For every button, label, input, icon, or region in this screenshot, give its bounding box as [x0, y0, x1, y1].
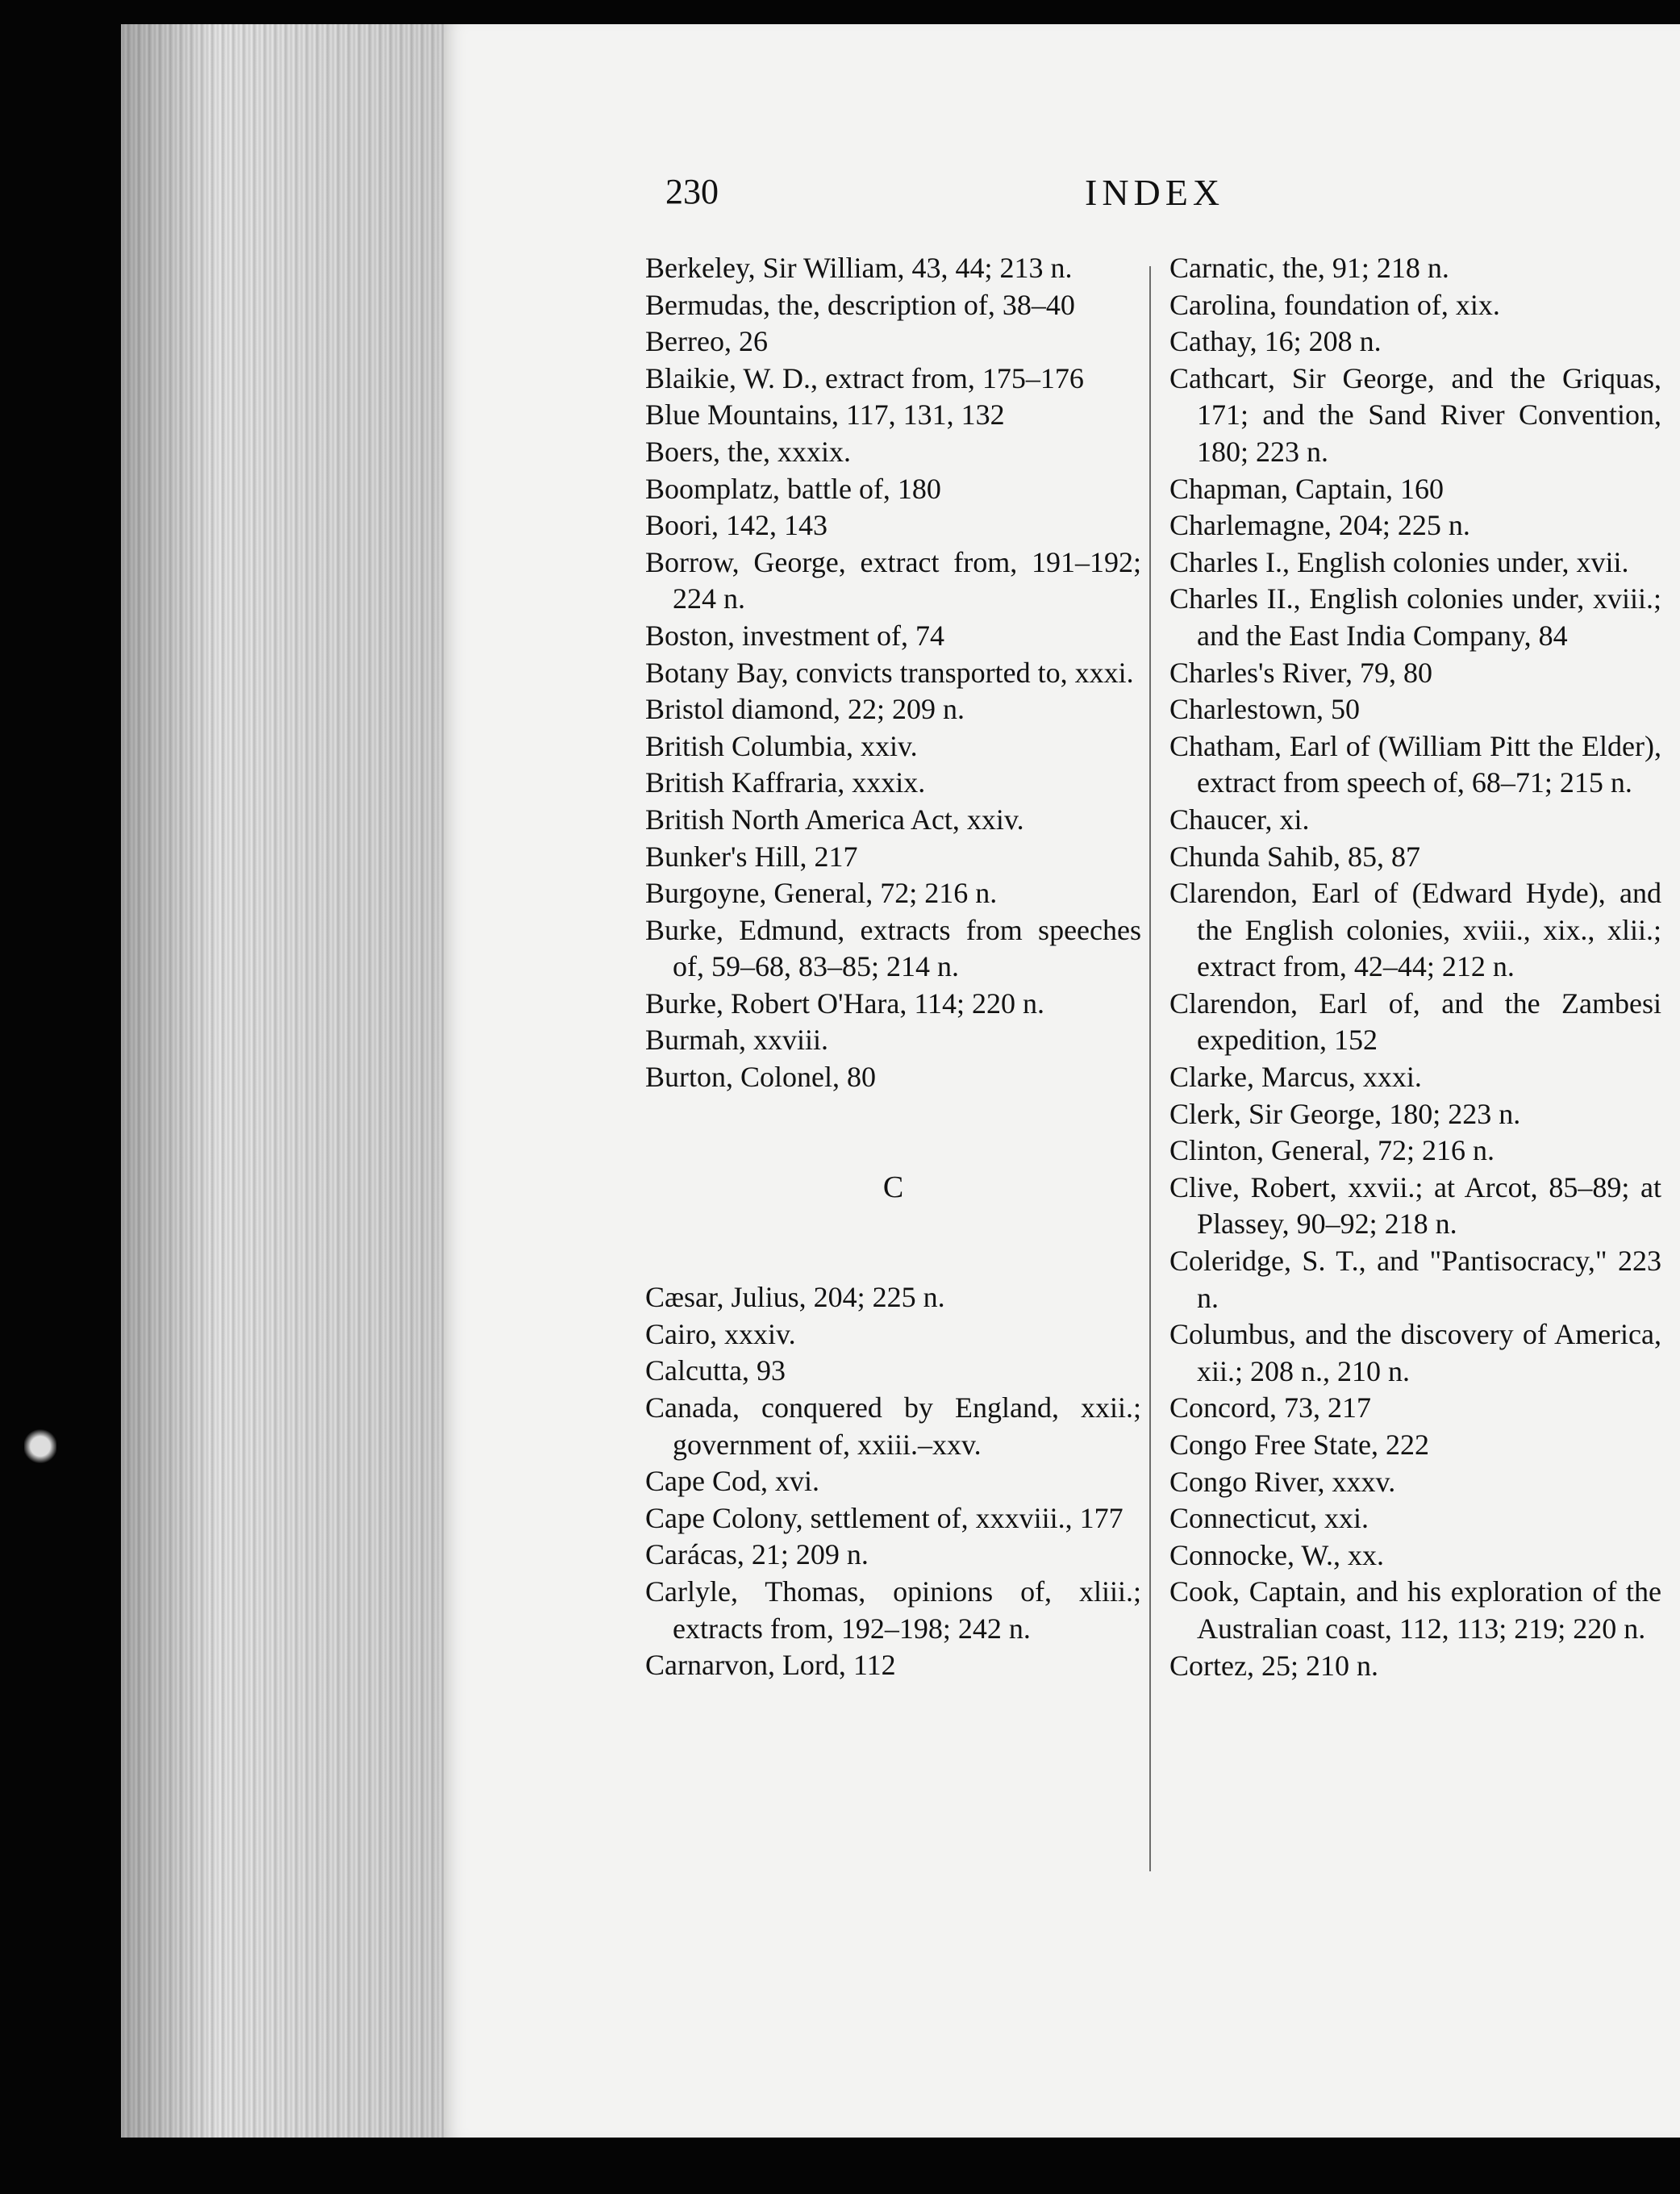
index-entry: Boori, 142, 143	[645, 509, 828, 542]
index-entry: Berkeley, Sir William, 43, 44; 213 n.	[645, 252, 1073, 284]
index-entry: Cairo, xxxiv.	[645, 1317, 796, 1350]
index-column-right	[1169, 250, 1661, 1684]
index-entry: Cape Cod, xvi.	[645, 1465, 819, 1498]
index-entry: Coleridge, S. T., and "Pantisocracy," 223 n.	[1169, 1245, 1661, 1314]
index-entry: Cortez, 25; 210 n.	[1169, 1649, 1378, 1682]
index-entry: Chatham, Earl of (William Pitt the Elder), extract from speech of, 68–71; 215 n.	[1169, 729, 1661, 799]
index-entry: Connocke, W., xx.	[1169, 1538, 1384, 1571]
margin-smudge	[24, 1428, 56, 1465]
index-entry: Carnatic, the, 91; 218 n.	[1169, 252, 1449, 284]
index-entry: Carácas, 21; 209 n.	[645, 1538, 869, 1571]
index-entry: Boston, investment of, 74	[645, 619, 944, 652]
index-entry: Burke, Robert O'Hara, 114; 220 n.	[645, 986, 1045, 1020]
index-entry: Clive, Robert, xxvii.; at Arcot, 85–89; at Plassey, 90–92; 218 n.	[1169, 1170, 1661, 1241]
index-entry: Clarendon, Earl of, and the Zambesi expedition, 152	[1169, 986, 1661, 1057]
index-entry: Carlyle, Thomas, opinions of, xliii.; extracts from, 192–198; 242 n.	[645, 1575, 1141, 1645]
page-header	[444, 153, 1680, 218]
index-entry: British Columbia, xxiv.	[645, 729, 918, 762]
index-entry: Chaucer, xi.	[1169, 803, 1310, 836]
section-letter: C	[882, 1170, 904, 1204]
index-entry: British Kaffraria, xxxix.	[645, 766, 926, 799]
index-entry: Blue Mountains, 117, 131, 132	[645, 398, 1005, 432]
book-page	[444, 24, 1680, 2138]
index-entry: Burke, Edmund, extracts from speeches of, 59–68, 83–85; 214 n.	[645, 913, 1141, 983]
index-entry: Botany Bay, convicts transported to, xxxi.	[645, 656, 1134, 689]
index-entry: Bermudas, the, description of, 38–40	[645, 288, 1075, 321]
running-head: INDEX	[1085, 172, 1225, 213]
index-entry: Charlestown, 50	[1169, 693, 1360, 726]
index-entry: Chunda Sahib, 85, 87	[1169, 840, 1420, 873]
index-entry: Clarke, Marcus, xxxi.	[1169, 1061, 1422, 1094]
index-entry: British North America Act, xxiv.	[645, 803, 1024, 836]
index-entry: Burmah, xxviii.	[645, 1024, 828, 1057]
index-entry: Berreo, 26	[645, 325, 768, 358]
index-entry: Clarendon, Earl of (Edward Hyde), and the English colonies, xviii., xix., xlii.; extract from, 42–44; 212 n.	[1169, 877, 1661, 983]
index-entry: Bristol diamond, 22; 209 n.	[645, 693, 965, 726]
index-entry: Clerk, Sir George, 180; 223 n.	[1169, 1097, 1521, 1130]
index-entry: Charles I., English colonies under, xvii.	[1169, 545, 1629, 578]
index-entry: Calcutta, 93	[645, 1354, 786, 1387]
column-divider	[1149, 266, 1151, 1871]
index-entry: Clinton, General, 72; 216 n.	[1169, 1134, 1494, 1167]
index-entry: Carnarvon, Lord, 112	[645, 1649, 896, 1682]
index-column-left	[645, 250, 1141, 1684]
page-number: 230	[665, 172, 719, 211]
index-entry: Chapman, Captain, 160	[1169, 472, 1444, 505]
book-fore-edge	[121, 24, 444, 2138]
index-entry: Blaikie, W. D., extract from, 175–176	[645, 361, 1084, 394]
index-entry: Boomplatz, battle of, 180	[645, 472, 941, 505]
index-entry: Charles's River, 79, 80	[1169, 656, 1433, 689]
index-entry: Columbus, and the discovery of America, xii.; 208 n., 210 n.	[1169, 1318, 1661, 1387]
index-entry: Connecticut, xxi.	[1169, 1502, 1369, 1535]
index-entry: Cape Colony, settlement of, xxxviii., 177	[645, 1501, 1123, 1534]
index-entry: Concord, 73, 217	[1169, 1391, 1371, 1424]
index-entry: Cathay, 16; 208 n.	[1169, 325, 1382, 358]
index-entry: Bunker's Hill, 217	[645, 840, 858, 873]
index-entry: Canada, conquered by England, xxii.; government of, xxiii.–xxv.	[645, 1391, 1141, 1461]
index-entry: Charles II., English colonies under, xviii.; and the East India Company, 84	[1169, 582, 1661, 652]
index-entry: Burton, Colonel, 80	[645, 1061, 876, 1094]
index-entry: Cathcart, Sir George, and the Griquas, 171; and the Sand River Convention, 180; 223 n.	[1169, 361, 1661, 468]
index-entry: Burgoyne, General, 72; 216 n.	[645, 877, 998, 910]
index-entry: Carolina, foundation of, xix.	[1169, 288, 1500, 321]
index-entry: Boers, the, xxxix.	[645, 435, 851, 468]
index-entry: Borrow, George, extract from, 191–192; 224 n.	[645, 545, 1141, 615]
index-entry: Cook, Captain, and his exploration of the Australian coast, 112, 113; 219; 220 n.	[1169, 1575, 1661, 1645]
index-entry: Congo Free State, 222	[1169, 1429, 1429, 1461]
index-entry: Congo River, xxxv.	[1169, 1465, 1396, 1498]
index-entry: Cæsar, Julius, 204; 225 n.	[645, 1281, 945, 1314]
index-entry: Charlemagne, 204; 225 n.	[1169, 509, 1470, 542]
